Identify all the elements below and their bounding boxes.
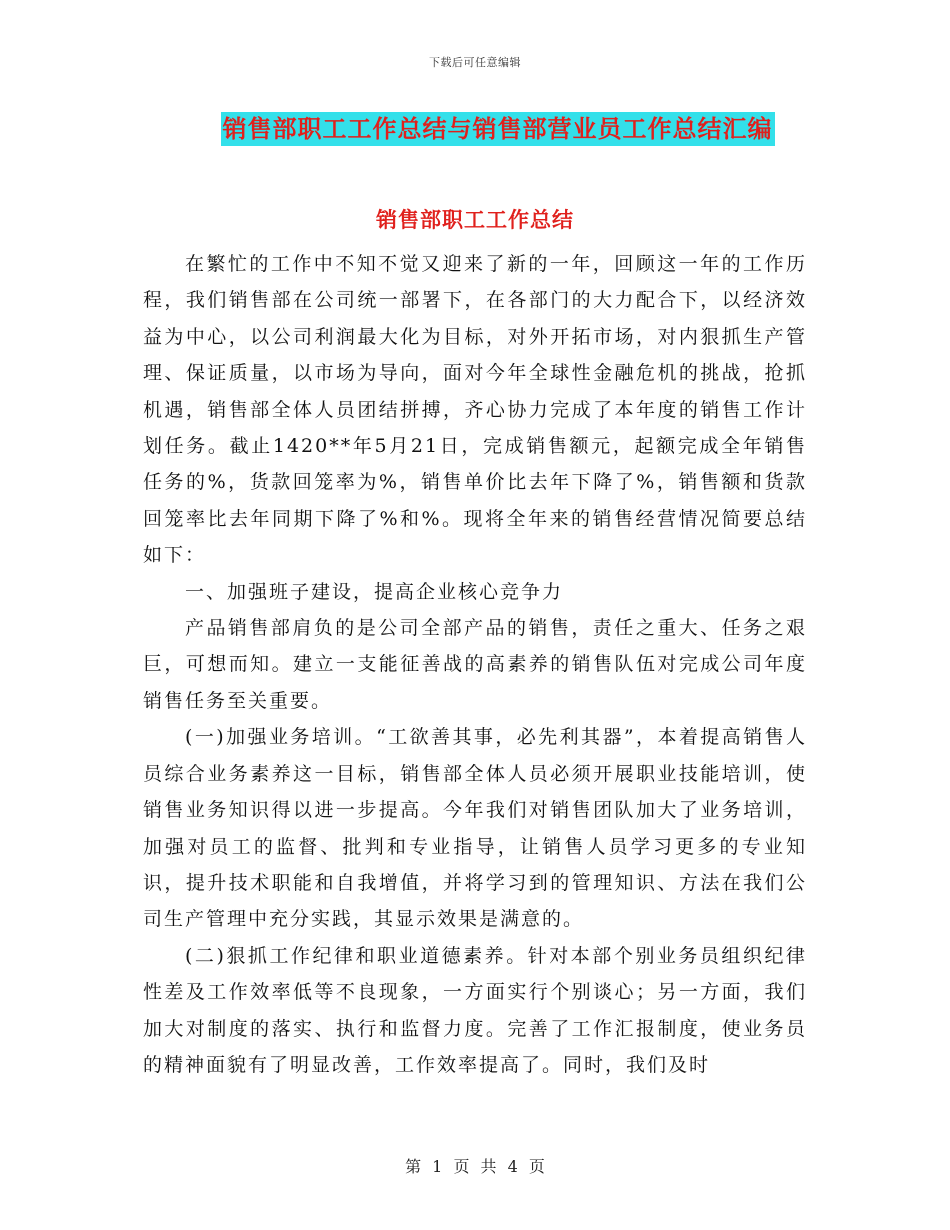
heading-section-1: 一、加强班子建设，提高企业核心竞争力 <box>185 580 564 603</box>
paragraph-sales-team: 产品销售部肩负的是公司全部产品的销售，责任之重大、任务之艰巨，可想而知。建立一支能征善战的高素养的销售队伍对完成公司年度销售任务至关重要。 <box>143 617 807 712</box>
paragraph-intro: 在繁忙的工作中不知不觉又迎来了新的一年，回顾这一年的工作历程，我们销售部在公司统一部署下，在各部门的大力配合下，以经济效益为中心，以公司利润最大化为目标，对外开拓市场，对内狠抓生产管理、保证质量，以市场为导向，面对今年全球性金融危机的挑战，抢抓机遇，销售部全体人员团结拼搏，齐心协力完成了本年度的销售工作计划任务。截止1420**年5月21日，完成销售额元，起额完成全年销售任务的%，货款回笼率为%，销售单价比去年下降了%，销售额和货款回笼率比去年同期下降了%和%。现将全年来的销售经营情况简要总结如下： <box>143 253 807 567</box>
document-body <box>143 246 807 1083</box>
main-title: 销售部职工工作总结与销售部营业员工作总结汇编 <box>221 112 775 146</box>
page-number-footer: 第 1 页 共 4 页 <box>405 1157 545 1176</box>
section-title: 销售部职工工作总结 <box>376 208 574 232</box>
paragraph-discipline: (二)狠抓工作纪律和职业道德素养。针对本部个别业务员组织纪律性差及工作效率低等不良现象，一方面实行个别谈心；另一方面，我们加大对制度的落实、执行和监督力度。完善了工作汇报制度，使业务员的精神面貌有了明显改善，工作效率提高了。同时，我们及时 <box>143 944 807 1076</box>
header-note: 下载后可任意编辑 <box>429 56 521 69</box>
paragraph-training: (一)加强业务培训。“工欲善其事，必先利其器”，本着提高销售人员综合业务素养这一目标，销售部全体人员必须开展职业技能培训，使销售业务知识得以进一步提高。今年我们对销售团队加大了业务培训，加强对员工的监督、批判和专业指导，让销售人员学习更多的专业知识，提升技术职能和自我增值，并将学习到的管理知识、方法在我们公司生产管理中充分实践，其显示效果是满意的。 <box>143 726 807 931</box>
main-title-container <box>0 112 950 146</box>
